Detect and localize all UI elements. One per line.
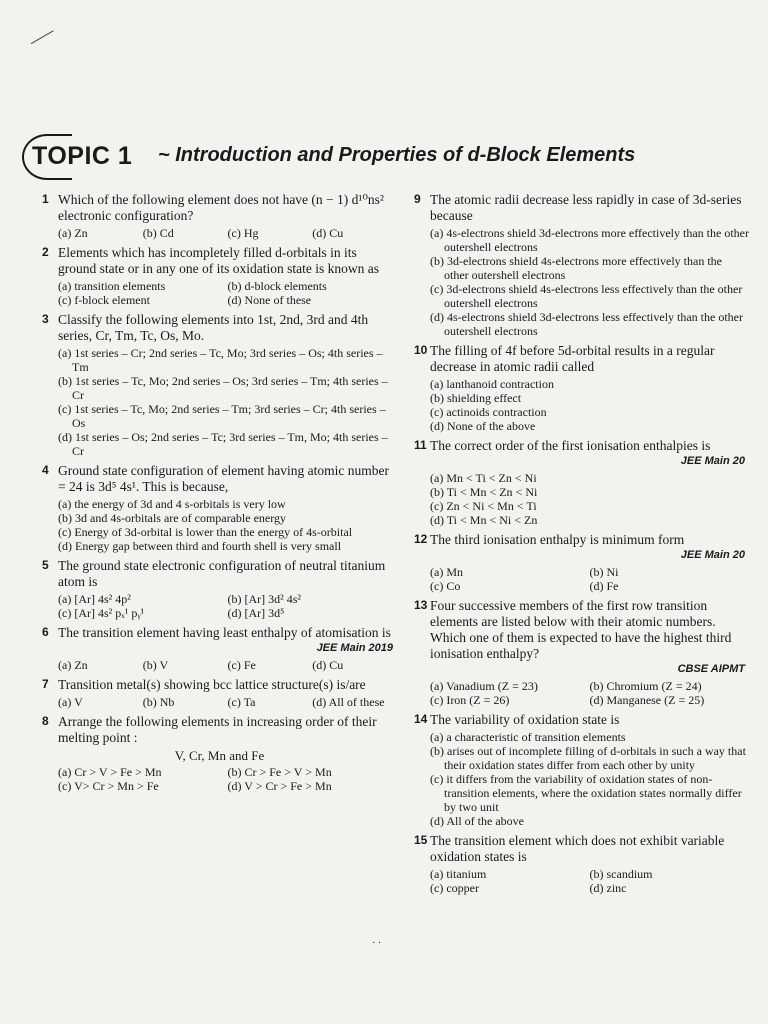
question-text: Ground state configuration of element having atomic number = 24 is 3d⁵ 4s¹. This is because, <box>58 463 390 494</box>
option-item: (b) Cd <box>142 226 174 240</box>
question-text: Classify the following elements into 1st, 2nd, 3rd and 4th series, Cr, Tm, Tc, Os, Mo. <box>58 312 369 343</box>
question-text: Transition metal(s) showing bcc lattice structure(s) is/are <box>58 677 366 692</box>
option-item: (c) Fe <box>227 658 256 672</box>
question-8 <box>42 714 397 793</box>
option-item: (b) Ni <box>589 565 619 579</box>
option-item: (c) Iron (Z = 26) <box>430 693 510 707</box>
option-item: (b) Cr > Fe > V > Mn <box>227 765 332 779</box>
option-item: (d) All of these <box>312 695 385 709</box>
options-list <box>42 279 397 307</box>
option-item: (d) Fe <box>589 579 619 593</box>
question-13 <box>414 598 749 707</box>
exam-tag: CBSE AIPMT <box>677 663 745 675</box>
option-item: (c) Co <box>430 579 461 593</box>
option-item: (a) a characteristic of transition elements <box>430 730 626 744</box>
option-item: (c) 3d-electrons shield 4s-electrons less effectively than the other outershell electrons <box>430 282 743 310</box>
question-head <box>414 833 749 865</box>
option-item: (a) lanthanoid contraction <box>430 377 554 391</box>
question-6 <box>42 625 397 672</box>
exam-tag: JEE Main 2019 <box>316 642 393 654</box>
option-item: (a) Vanadium (Z = 23) <box>430 679 538 693</box>
question-number: 5 <box>42 558 49 572</box>
question-text: The variability of oxidation state is <box>430 712 620 727</box>
option-item: (a) 4s-electrons shield 3d-electrons more effectively than the other outershell electrons <box>430 226 749 254</box>
question-text: Arrange the following elements in increasing order of their melting point : <box>58 714 377 745</box>
option-item: (c) [Ar] 4s² pₓ¹ pᵧ¹ <box>58 606 145 620</box>
option-item: (d) None of the above <box>430 419 536 433</box>
question-number: 6 <box>42 625 49 639</box>
question-text: Which of the following element does not have (n − 1) d¹⁰ns² electronic configuration? <box>58 192 384 223</box>
option-item: (a) Zn <box>58 226 88 240</box>
option-item: (d) All of the above <box>430 814 524 828</box>
option-item: (b) 1st series – Tc, Mo; 2nd series – Os; 3rd series – Tm; 4th series – Cr <box>58 374 388 402</box>
option-item: (b) scandium <box>589 867 653 881</box>
question-head <box>42 677 397 693</box>
option-item: (d) Ti < Mn < Ni < Zn <box>430 513 538 527</box>
question-9 <box>414 192 749 338</box>
option-item: (a) the energy of 3d and 4 s-orbitals is very low <box>58 497 286 511</box>
options-list <box>42 497 397 553</box>
question-head <box>42 463 397 495</box>
question-number: 11 <box>414 438 427 452</box>
option-item: (c) Zn < Ni < Mn < Ti <box>430 499 537 513</box>
option-item: (d) Energy gap between third and fourth shell is very small <box>58 539 342 553</box>
question-text: The atomic radii decrease less rapidly in case of 3d-series because <box>430 192 742 223</box>
option-item: (a) transition elements <box>58 279 166 293</box>
question-text: The transition element which does not exhibit variable oxidation states is <box>430 833 725 864</box>
option-item: (d) [Ar] 3d⁵ <box>227 606 285 620</box>
option-item: (a) 1st series – Cr; 2nd series – Tc, Mo; 3rd series – Os; 4th series – Tm <box>58 346 383 374</box>
option-item: (c) Ta <box>227 695 256 709</box>
option-item: (d) V > Cr > Fe > Mn <box>227 779 332 793</box>
left-column <box>42 192 397 798</box>
options-list <box>414 377 749 433</box>
option-item: (b) shielding effect <box>430 391 522 405</box>
option-item: (d) None of these <box>227 293 312 307</box>
option-item: (c) 1st series – Tc, Mo; 2nd series – Tm; 3rd series – Cr; 4th series – Os <box>58 402 386 430</box>
option-item: (d) Cu <box>312 658 344 672</box>
options-list <box>42 765 397 793</box>
options-list <box>414 565 749 593</box>
question-head <box>42 714 397 746</box>
question-text: The third ionisation enthalpy is minimum form <box>430 532 685 547</box>
question-number: 1 <box>42 192 49 206</box>
option-item: (a) Mn <box>430 565 463 579</box>
options-list <box>42 226 397 240</box>
options-list <box>414 867 749 895</box>
option-item: (a) titanium <box>430 867 487 881</box>
question-head <box>42 312 397 344</box>
question-1 <box>42 192 397 240</box>
options-list <box>42 346 397 458</box>
option-item: (b) Chromium (Z = 24) <box>589 679 702 693</box>
question-text: The filling of 4f before 5d-orbital results in a regular decrease in atomic radii called <box>430 343 715 374</box>
option-item: (a) V <box>58 695 83 709</box>
question-4 <box>42 463 397 553</box>
question-head <box>414 532 749 548</box>
option-item: (a) Cr > V > Fe > Mn <box>58 765 162 779</box>
option-item: (a) Zn <box>58 658 88 672</box>
option-item: (d) 4s-electrons shield 3d-electrons less effectively than the other outershell electrons <box>430 310 744 338</box>
question-number: 12 <box>414 532 428 546</box>
option-item: (b) V <box>142 658 169 672</box>
question-text: The ground state electronic configuration of neutral titanium atom is <box>58 558 386 589</box>
option-item: (c) it differs from the variability of oxidation states of non-transition elements, where the oxidation states normally differ by two unit <box>430 772 742 814</box>
question-head <box>42 192 397 224</box>
topic-label: TOPIC 1 <box>32 142 133 170</box>
option-item: (a) [Ar] 4s² 4p² <box>58 592 131 606</box>
topic-header <box>22 132 747 182</box>
question-number: 9 <box>414 192 421 206</box>
question-2 <box>42 245 397 307</box>
question-10 <box>414 343 749 433</box>
question-head <box>42 625 397 641</box>
option-item: (d) zinc <box>589 881 627 895</box>
question-text: Four successive members of the first row transition elements are listed below with their atomic numbers. Which one of them is expected to have the highest third ionisation enthalpy? <box>430 598 732 661</box>
question-7 <box>42 677 397 709</box>
option-item: (c) copper <box>430 881 479 895</box>
option-item: (a) Mn < Ti < Zn < Ni <box>430 471 537 485</box>
topic-title: ~ Introduction and Properties of d-Block Elements <box>158 144 636 166</box>
option-item: (b) Nb <box>142 695 175 709</box>
option-item: (b) [Ar] 3d² 4s² <box>227 592 302 606</box>
option-item: (c) actinoids contraction <box>430 405 547 419</box>
options-list <box>414 226 749 338</box>
question-3 <box>42 312 397 458</box>
question-number: 14 <box>414 712 428 726</box>
right-column <box>414 192 749 900</box>
page-dots: · · <box>372 938 382 949</box>
question-15 <box>414 833 749 895</box>
option-item: (d) Cu <box>312 226 344 240</box>
question-elements-list: V, Cr, Mn and Fe <box>174 748 265 763</box>
exam-tag: JEE Main 20 <box>680 549 745 561</box>
question-12 <box>414 532 749 593</box>
option-item: (d) 1st series – Os; 2nd series – Tc; 3rd series – Tm, Mo; 4th series – Cr <box>58 430 388 458</box>
options-list <box>414 471 749 527</box>
question-number: 2 <box>42 245 49 259</box>
option-item: (b) arises out of incomplete filling of d-orbitals in such a way that their oxidation states differ from each other by unity <box>430 744 746 772</box>
option-item: (b) Ti < Mn < Zn < Ni <box>430 485 538 499</box>
question-number: 4 <box>42 463 49 477</box>
question-head <box>414 343 749 375</box>
question-head <box>42 558 397 590</box>
question-head <box>414 192 749 224</box>
option-item: (d) Manganese (Z = 25) <box>589 693 705 707</box>
question-head <box>414 438 749 454</box>
option-item: (c) f-block element <box>58 293 150 307</box>
question-text: The correct order of the first ionisation enthalpies is <box>430 438 711 453</box>
option-item: (c) Energy of 3d-orbital is lower than the energy of 4s-orbital <box>58 525 353 539</box>
options-list <box>414 730 749 828</box>
options-list <box>42 695 397 709</box>
options-list <box>414 679 749 707</box>
question-head <box>414 712 749 728</box>
option-item: (b) 3d and 4s-orbitals are of comparable energy <box>58 511 287 525</box>
option-item: (b) d-block elements <box>227 279 327 293</box>
question-14 <box>414 712 749 828</box>
option-item: (c) V> Cr > Mn > Fe <box>58 779 159 793</box>
question-head <box>42 245 397 277</box>
exam-tag: JEE Main 20 <box>680 455 745 467</box>
question-5 <box>42 558 397 620</box>
pen-mark <box>31 30 60 53</box>
question-11 <box>414 438 749 527</box>
question-number: 10 <box>414 343 428 357</box>
question-number: 3 <box>42 312 49 326</box>
question-text: Elements which has incompletely filled d-orbitals in its ground state or in any one of its oxidation state is known as <box>58 245 379 276</box>
question-number: 13 <box>414 598 428 612</box>
option-item: (c) Hg <box>227 226 259 240</box>
question-number: 8 <box>42 714 49 728</box>
options-list <box>42 592 397 620</box>
question-head <box>414 598 749 662</box>
option-item: (b) 3d-electrons shield 4s-electrons more effectively than the other outershell electrons <box>430 254 723 282</box>
question-number: 7 <box>42 677 49 691</box>
question-text: The transition element having least enthalpy of atomisation is <box>58 625 391 640</box>
options-list <box>42 658 397 672</box>
question-number: 15 <box>414 833 428 847</box>
